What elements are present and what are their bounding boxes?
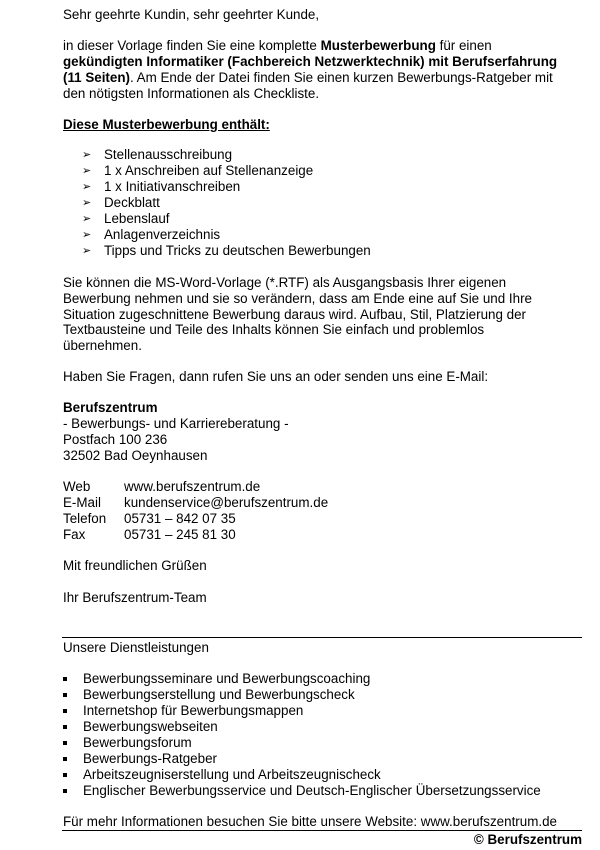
list-item-label: Stellenausschreibung xyxy=(104,147,233,162)
intro-line-4: den nötigsten Informationen als Checkliste. xyxy=(63,86,320,101)
contact-label: E-Mail xyxy=(63,495,101,510)
list-item-label: Anlagenverzeichnis xyxy=(104,227,221,242)
list-item-label: Englischer Bewerbungsservice und Deutsch-Englischer Übersetzungsservice xyxy=(83,783,541,798)
contact-label: Telefon xyxy=(63,511,107,526)
intro-text: für einen xyxy=(435,38,492,53)
city-line: 32502 Bad Oeynhausen xyxy=(63,448,208,463)
list-item xyxy=(62,783,541,799)
divider xyxy=(62,830,582,831)
usage-line-2: Bewerbung nehmen und sie so verändern, dass am Ende eine auf Sie und Ihre xyxy=(63,291,532,306)
usage-line-3: Situation zugeschnittene Bewerbung daraus wird. Aufbau, Stil, Platzierung der xyxy=(63,307,527,322)
divider xyxy=(62,637,582,638)
arrow-bullet-icon: ➢ xyxy=(82,181,92,193)
square-bullet-icon xyxy=(63,725,67,729)
arrow-bullet-icon: ➢ xyxy=(82,229,92,241)
list-item-label: Bewerbungswebseiten xyxy=(83,719,218,734)
square-bullet-icon xyxy=(63,757,67,761)
intro-bold-musterbewerbung: Musterbewerbung xyxy=(320,38,436,53)
list-item-label: Arbeitszeugniserstellung und Arbeitszeugnischeck xyxy=(83,767,381,782)
usage-line-5: übernehmen. xyxy=(63,338,142,353)
contact-fax xyxy=(63,527,236,543)
contact-value[interactable]: kundenservice@berufszentrum.de xyxy=(124,495,329,510)
list-item xyxy=(82,195,371,211)
square-bullet-icon xyxy=(63,789,67,793)
company-name: Berufszentrum xyxy=(63,400,158,415)
usage-line-1: Sie können die MS-Word-Vorlage (*.RTF) als Ausgangsbasis Ihrer eigenen xyxy=(63,275,507,290)
list-item-label: Internetshop für Bewerbungsmappen xyxy=(83,703,304,718)
list-item xyxy=(62,767,541,783)
list-item-label: Bewerbungserstellung und Bewerbungscheck xyxy=(83,687,355,702)
usage-line-4: Textbausteine und Teile des Inhalts können Sie einfach und problemlos xyxy=(63,322,485,337)
square-bullet-icon xyxy=(63,693,67,697)
list-item-label: Bewerbungs-Ratgeber xyxy=(83,751,217,766)
list-item xyxy=(82,163,371,179)
footer-info: Für mehr Informationen besuchen Sie bitte unsere Website: www.berufszentrum.de xyxy=(63,814,557,829)
signature: Ihr Berufszentrum-Team xyxy=(63,590,207,605)
square-bullet-icon xyxy=(63,709,67,713)
contact-value: 05731 – 245 81 30 xyxy=(124,527,236,542)
list-item xyxy=(82,243,371,259)
list-item-label: Deckblatt xyxy=(104,195,160,210)
list-item xyxy=(82,227,371,243)
square-bullet-icon xyxy=(63,677,67,681)
list-item xyxy=(62,735,541,751)
contact-value: 05731 – 842 07 35 xyxy=(124,511,236,526)
contact-web xyxy=(63,479,260,495)
list-item xyxy=(62,671,541,687)
arrow-bullet-icon: ➢ xyxy=(82,245,92,257)
list-item-label: 1 x Initiativanschreiben xyxy=(104,179,241,194)
list-item xyxy=(62,719,541,735)
arrow-bullet-icon: ➢ xyxy=(82,149,92,161)
list-item xyxy=(62,687,541,703)
po-box: Postfach 100 236 xyxy=(63,432,168,447)
arrow-bullet-icon: ➢ xyxy=(82,197,92,209)
intro-text: in dieser Vorlage finden Sie eine komplette xyxy=(63,38,321,53)
list-item-label: Lebenslauf xyxy=(104,211,170,226)
intro-text: . Am Ende der Datei finden Sie einen kurzen Bewerbungs-Ratgeber mit xyxy=(129,70,553,85)
intro-bold-pages: (11 Seiten) xyxy=(63,70,130,85)
contents-heading: Diese Musterbewerbung enthält: xyxy=(63,117,270,132)
closing: Mit freundlichen Grüßen xyxy=(63,558,207,573)
list-item xyxy=(62,703,541,719)
arrow-bullet-icon: ➢ xyxy=(82,213,92,225)
intro-line-2: gekündigten Informatiker (Fachbereich Netzwerktechnik) mit Berufserfahrung xyxy=(63,54,558,69)
company-subtitle: - Bewerbungs- und Karriereberatung - xyxy=(63,416,289,431)
contact-phone xyxy=(63,511,236,527)
contents-list xyxy=(82,147,371,259)
contact-label: Web xyxy=(63,479,91,494)
list-item xyxy=(82,179,371,195)
contact-email xyxy=(63,495,328,511)
services-heading: Unsere Dienstleistungen xyxy=(63,640,209,655)
services-list xyxy=(62,671,541,799)
square-bullet-icon xyxy=(63,773,67,777)
list-item-label: Tipps und Tricks zu deutschen Bewerbungen xyxy=(104,243,371,258)
questions-line: Haben Sie Fragen, dann rufen Sie uns an oder senden uns eine E-Mail: xyxy=(63,369,489,384)
list-item xyxy=(82,211,371,227)
list-item xyxy=(62,751,541,767)
intro-line-3 xyxy=(63,70,553,86)
copyright: © Berufszentrum xyxy=(473,832,582,847)
square-bullet-icon xyxy=(63,741,67,745)
greeting: Sehr geehrte Kundin, sehr geehrter Kunde, xyxy=(63,7,320,22)
list-item-label: 1 x Anschreiben auf Stellenanzeige xyxy=(104,163,314,178)
list-item-label: Bewerbungsseminare und Bewerbungscoaching xyxy=(83,671,371,686)
contact-label: Fax xyxy=(63,527,86,542)
list-item-label: Bewerbungsforum xyxy=(83,735,192,750)
contact-value[interactable]: www.berufszentrum.de xyxy=(124,479,261,494)
intro-line-1 xyxy=(63,38,492,54)
list-item xyxy=(82,147,371,163)
arrow-bullet-icon: ➢ xyxy=(82,165,92,177)
